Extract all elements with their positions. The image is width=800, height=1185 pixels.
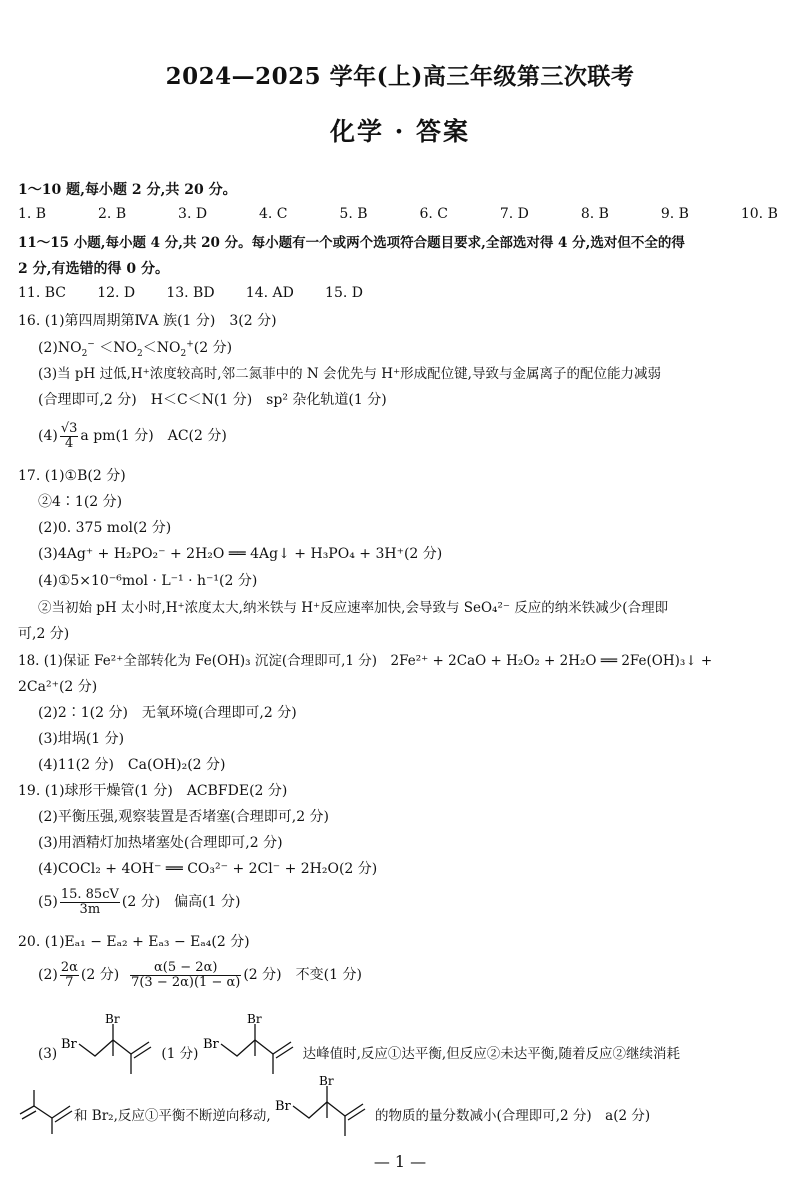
q16-part2: $(2)NO_2^- <NO_2<NO_2^+(2$ 分) [38, 339, 233, 359]
page-number: — 1 — [373, 1152, 427, 1171]
section2-answers [18, 285, 363, 301]
answer-item: 5. B [339, 206, 368, 222]
q16-part3-line2: (合理即可,2 分) H＜C＜N(1 分) sp² 杂化轨道(1 分) [38, 392, 387, 408]
q19-line5: (5) $\frac{15. 85cV}{3m}$ (2 分) 偏高(1 分) [38, 886, 241, 917]
answer-item: 7. D [499, 206, 529, 222]
answer-item: 4. C [258, 206, 288, 222]
fraction: $\frac{2\alpha}{7}$ [60, 959, 78, 990]
q20-line1: 20. (1)Eₐ₁ − Eₐ₂ + Eₐ₃ − Eₐ₄(2 分) [18, 934, 250, 950]
fraction: $\frac{√3}{4}$ [60, 420, 78, 451]
q17-line6: ②当初始 pH 太小时,H⁺浓度太大,纳米铁与 H⁺反应速率加快,会导致与 SeO₄²⁻ 反应的纳米铁减少(合理即 [38, 600, 669, 616]
q16-part4: (4) $\frac{√3}{4}$ a pm(1 分) AC(2 分) [38, 420, 227, 451]
q17-line7: 可,2 分) [18, 626, 70, 642]
q17-line3: (2)0. 375 mol(2 分) [38, 520, 172, 536]
atom-label: Br [105, 1012, 120, 1026]
diene-structure-icon [18, 1088, 74, 1136]
section1-answers [18, 206, 778, 222]
answer-item: 8. B [580, 206, 609, 222]
answer-item: 10. B [740, 206, 778, 222]
q17-line4: (3)4Ag⁺ + H₂PO₂⁻ + 2H₂O ══ 4Ag↓ + H₃PO₄ + 3H⁺(2 分) [38, 546, 443, 562]
q17-line1: 17. (1)①B(2 分) [18, 468, 126, 484]
q16-part3-line1: (3)当 pH 过低,H⁺浓度较高时,邻二氮菲中的 N 会优先与 H⁺形成配位键,导致与金属离子的配位能力减弱 [38, 366, 661, 382]
q19-line1: 19. (1)球形干燥管(1 分) ACBFDE(2 分) [18, 783, 288, 799]
answer-item: 13. BD [166, 285, 215, 301]
answer-item: 6. C [419, 206, 448, 222]
fraction: $\frac{\alpha(5 - 2\alpha)}{7(3 - 2\alpha)(1 - \alpha)}$ [131, 959, 241, 990]
q19-line4: (4)COCl₂ + 4OH⁻ ══ CO₃²⁻ + 2Cl⁻ + 2H₂O(2 分) [38, 861, 378, 877]
atom-label: Br [318, 1074, 334, 1088]
fraction: $\frac{15. 85cV}{3m}$ [60, 886, 119, 917]
q19-line3: (3)用酒精灯加热堵塞处(合理即可,2 分) [38, 835, 283, 851]
q18-line5: (4)11(2 分) Ca(OH)₂(2 分) [38, 757, 226, 773]
atom-label: Br [274, 1099, 291, 1114]
atom-label: Br [61, 1037, 78, 1052]
q18-line4: (3)坩埚(1 分) [38, 731, 125, 747]
q16-part1: 16. (1)第四周期第ⅣA 族(1 分) 3(2 分) [18, 313, 277, 329]
atom-label: Br [202, 1037, 219, 1052]
section2-note-line2: 2 分,有选错的得 0 分。 [18, 261, 169, 277]
answer-item: 12. D [97, 285, 136, 301]
q20-line4: 和 Br₂,反应①平衡不断逆向移动, Br Br 的物质的量分数减小(合理即可,2 分) a(2 分) [18, 1082, 650, 1140]
answer-item: 15. D [325, 285, 363, 301]
answer-item: 11. BC [18, 285, 66, 301]
section1-note: 1～10 题,每小题 2 分,共 20 分。 [18, 182, 237, 198]
bromo-alkene-structure-icon [274, 1074, 375, 1140]
answer-item: 9. B [660, 206, 689, 222]
atom-label: Br [246, 1012, 262, 1026]
q18-line1: 18. (1)保证 Fe²⁺全部转化为 Fe(OH)₃ 沉淀(合理即可,1 分) 2Fe²⁺ + 2CaO + H₂O₂ + 2H₂O ══ 2Fe(OH)₃↓ + [18, 653, 713, 669]
answer-item: 14. AD [245, 285, 294, 301]
bromo-alkene-structure-icon [61, 1012, 161, 1078]
section2-note-line1: 11～15 小题,每小题 4 分,共 20 分。每小题有一个或两个选项符合题目要求,全部选对得 4 分,选对但不全的得 [18, 235, 685, 251]
answer-item: 1. B [18, 206, 47, 222]
answer-item: 2. B [98, 206, 127, 222]
q20-line2: (2) $\frac{2\alpha}{7}$ (2 分) $\frac{\alpha(5 - 2\alpha)}{7(3 - 2\alpha)(1 - \alpha)}$ (2 分) 不变(1 分) [38, 959, 362, 990]
page-title: 2024—2025 学年(上)高三年级第三次联考 [165, 63, 635, 90]
answer-item: 3. D [178, 206, 208, 222]
page-subtitle: 化学 · 答案 [329, 117, 471, 146]
bromo-alkene-structure-icon [202, 1012, 303, 1078]
q19-line2: (2)平衡压强,观察装置是否堵塞(合理即可,2 分) [38, 809, 330, 825]
q17-line2: ②4∶1(2 分) [38, 494, 123, 510]
q20-line3: (3) Br Br (1 分) Br Br 达峰值时,反应①达平衡,但反应②未达平衡,随着反应②继续消耗 [38, 1020, 680, 1078]
q17-line5: (4)①5×10⁻⁶mol · L⁻¹ · h⁻¹(2 分) [38, 573, 258, 589]
q18-line3: (2)2∶1(2 分) 无氧环境(合理即可,2 分) [38, 705, 297, 721]
q18-line2: 2Ca²⁺(2 分) [18, 679, 98, 695]
